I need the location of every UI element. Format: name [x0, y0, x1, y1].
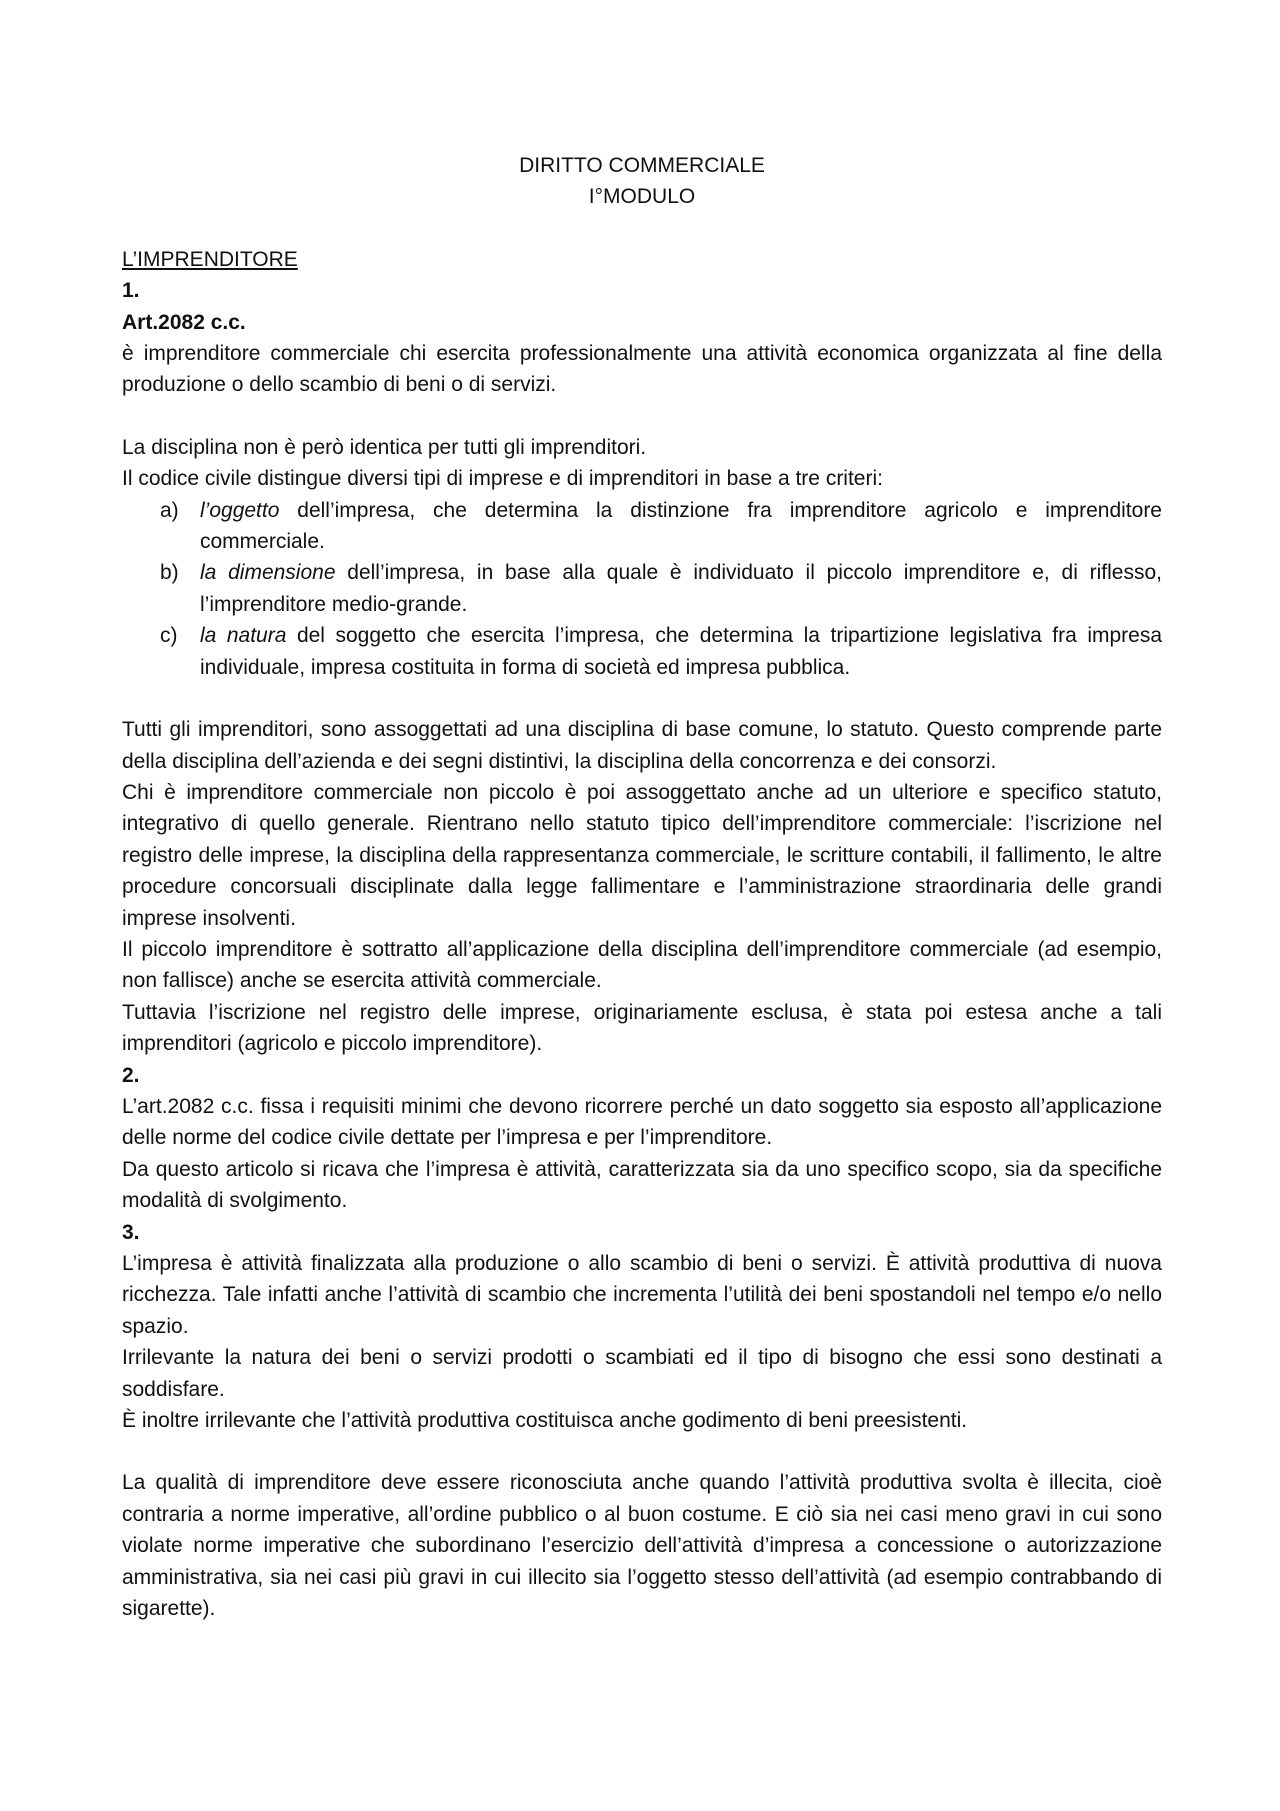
paragraph-8: Da questo articolo si ricava che l’impresa è attività, caratterizzata sia da uno specifico scopo, sia da specifiche modalità di svolgimento. [122, 1157, 1162, 1213]
section-number-3: 3. [122, 1220, 140, 1244]
criteria-text: del soggetto che esercita l’impresa, che determina la tripartizione legislativa fra impresa individuale, impresa costituita in forma di società ed impresa pubblica. [200, 624, 1163, 679]
paragraph-gap [122, 401, 1162, 432]
criteria-term: la dimensione [200, 561, 336, 585]
article-reference: Art.2082 c.c. [122, 310, 246, 334]
document-page [122, 150, 1162, 1624]
paragraph-9: L’impresa è attività finalizzata alla produzione o allo scambio di beni o servizi. È attività produttiva di nuova ricchezza. Tale infatti anche l’attività di scambio che incrementa l’utilità dei beni spostandoli nel tempo e/o nello spazio. [122, 1252, 1162, 1338]
paragraph-11: È inoltre irrilevante che l’attività produttiva costituisca anche godimento di beni preesistenti. [122, 1409, 968, 1433]
criteria-marker: b) [160, 561, 179, 585]
section-number-1: 1. [122, 279, 140, 303]
paragraph-10: Irrilevante la natura dei beni o servizi prodotti o scambiati ed il tipo di bisogno che essi sono destinati a soddisfare. [122, 1346, 1162, 1401]
section-heading: L’IMPRENDITORE [122, 247, 298, 271]
criteria-item-c [122, 620, 1162, 683]
criteria-item-b [122, 557, 1162, 620]
criteria-marker: c) [160, 624, 178, 648]
paragraph-7: L’art.2082 c.c. fissa i requisiti minimi che devono ricorrere perché un dato soggetto sia esposto all’applicazione delle norme del codice civile dettate per l’impresa e per l’imprenditore. [122, 1094, 1162, 1150]
section-number-2: 2. [122, 1063, 140, 1087]
criteria-term: l’oggetto [200, 498, 280, 522]
paragraph-4: Chi è imprenditore commerciale non piccolo è poi assoggettato anche ad un ulteriore e specifico statuto, integrativo di quello generale. Rientrano nello statuto tipico dell’imprenditore commerciale: l’iscrizione nel registro delle imprese, la disciplina della rappresentanza commerciale, le scritture contabili, il fallimento, le altre procedure concorsuali disciplinate dalla legge fallimentare e l’amministrazione straordinaria delle grandi imprese insolventi. [122, 780, 1162, 930]
paragraph-3: Tutti gli imprenditori, sono assoggettati ad una disciplina di base comune, lo statuto. Questo comprende parte della disciplina dell’azienda e dei segni distintivi, la disciplina della concorrenza e dei consorzi. [122, 718, 1162, 773]
criteria-item-a [122, 495, 1162, 558]
criteria-marker: a) [160, 498, 179, 522]
title-line-2: I°MODULO [588, 185, 696, 209]
paragraph-gap [122, 1436, 1162, 1467]
criteria-text: dell’impresa, in base alla quale è individuato il piccolo imprenditore e, di riflesso, l’imprenditore medio-grande. [200, 561, 1162, 616]
paragraph-6: Tuttavia l’iscrizione nel registro delle imprese, originariamente esclusa, è stata poi estesa anche a tali imprenditori (agricolo e piccolo imprenditore). [122, 1000, 1162, 1056]
paragraph-1: La disciplina non è però identica per tutti gli imprenditori. [122, 435, 647, 459]
paragraph-5: Il piccolo imprenditore è sottratto all’applicazione della disciplina dell’imprenditore commerciale (ad esempio, non fallisce) anche se esercita attività commerciale. [122, 937, 1162, 993]
paragraph-12: La qualità di imprenditore deve essere riconosciuta anche quando l’attività produttiva svolta è illecita, cioè contraria a norme imperative, all’ordine pubblico o al buon costume. E ciò sia nei casi meno gravi in cui sono violate norme imperative che subordinano l’esercizio dell’attività d’impresa a concessione o autorizzazione amministrativa, sia nei casi più gravi in cui illecito sia l’oggetto stesso dell’attività (ad esempio contrabbando di sigarette). [122, 1471, 1162, 1621]
criteria-term: la natura [200, 624, 287, 648]
criteria-text: dell’impresa, che determina la distinzione fra imprenditore agricolo e imprenditore commerciale. [200, 498, 1162, 554]
document-title [122, 150, 1162, 213]
paragraph-gap [122, 683, 1162, 714]
article-text: è imprenditore commerciale chi esercita professionalmente una attività economica organizzata al fine della produzione o dello scambio di beni o di servizi. [122, 342, 1162, 397]
criteria-list [122, 495, 1162, 683]
paragraph-2: Il codice civile distingue diversi tipi di imprese e di imprenditori in base a tre criteri: [122, 467, 883, 491]
title-line-1: DIRITTO COMMERCIALE [519, 154, 765, 177]
